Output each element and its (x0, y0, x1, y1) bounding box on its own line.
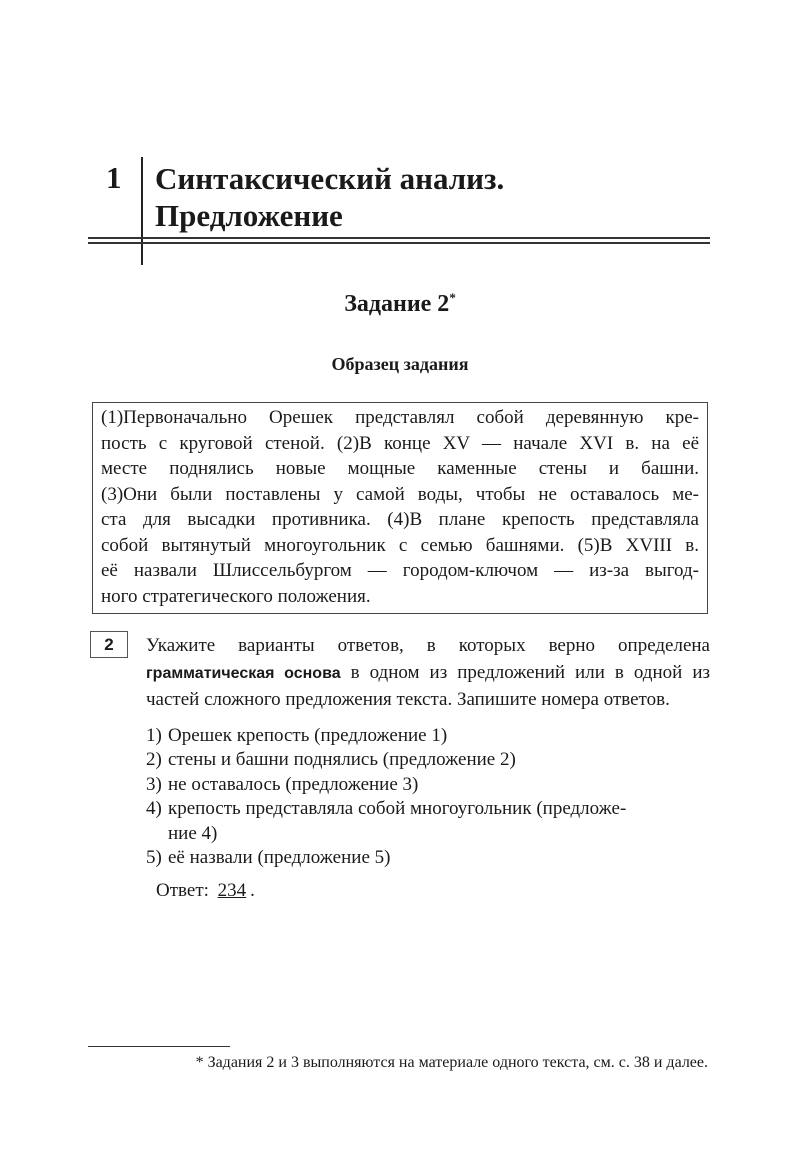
passage-line: её назвали Шлиссельбургом — городом-ключом — из-за выгод- (101, 560, 699, 581)
question-text-part: в одном из предложений или в одной из частей сложного предложения текста. Запишите номера ответов. (146, 661, 710, 710)
answer-value: 234 (217, 879, 247, 901)
task-heading-text: Задание 2 (344, 291, 450, 317)
option-number: 1) (146, 724, 162, 746)
question-text (146, 633, 710, 714)
passage-line: (3)Они были поставлены у самой воды, чтобы не оставалось ме- (101, 483, 699, 505)
passage-line: (1)Первоначально Орешек представлял собой деревянную кре- (101, 407, 699, 428)
sample-heading (0, 354, 800, 375)
chapter-title (155, 160, 504, 234)
option-number: 5) (146, 847, 162, 868)
header-rule (88, 242, 710, 244)
answer-option (146, 797, 710, 846)
answer: Ответ: 234 . (156, 879, 255, 901)
option-text: Орешек крепость (предложение 1) (168, 724, 448, 746)
option-text: крепость представляла собой многоугольник (предложе- ние 4) (168, 798, 627, 844)
answer-options (146, 724, 710, 871)
answer-option (146, 846, 710, 871)
option-text: её назвали (предложение 5) (168, 847, 391, 868)
passage-box (92, 402, 708, 614)
option-number: 2) (146, 749, 162, 770)
sample-heading-text: Образец задания (331, 354, 469, 374)
passage-line: месте поднялись новые мощные каменные стены и башни. (101, 458, 699, 479)
task-heading (0, 290, 800, 318)
header-rule (88, 237, 710, 239)
question-block (146, 633, 710, 903)
passage-line: пость с круговой стеной. (2)В конце XV — начале XVI в. на её (101, 432, 699, 454)
footnote: * Задания 2 и 3 выполняются на материале одного текста, см. с. 38 и далее. (195, 1054, 708, 1071)
chapter-title-line: Предложение (155, 198, 343, 233)
question-number: 2 (90, 631, 128, 658)
option-text: не оставалось (предложение 3) (168, 773, 419, 795)
answer-option (146, 773, 710, 798)
answer-option (146, 748, 710, 773)
question-text-part: Укажите варианты ответов, в которых верно определена (146, 635, 710, 656)
option-text: стены и башни поднялись (предложение 2) (168, 749, 516, 770)
option-number: 4) (146, 798, 162, 819)
footnote-mark: * (449, 290, 456, 305)
passage-line: собой вытянутый многоугольник с семью башнями. (5)В XVIII в. (101, 534, 699, 556)
chapter-divider (141, 157, 143, 265)
footnote-rule (88, 1046, 230, 1047)
answer-option (146, 724, 710, 749)
option-number: 3) (146, 773, 162, 795)
passage-line: ного стратегического положения. (101, 585, 371, 607)
chapter-title-line: Синтаксический анализ. (155, 161, 505, 196)
passage-line: ста для высадки противника. (4)В плане крепость представляла (101, 509, 699, 530)
chapter-number: 1 (106, 160, 122, 195)
question-emphasis: грамматическая основа (146, 664, 341, 682)
answer-label: Ответ: (156, 879, 209, 901)
